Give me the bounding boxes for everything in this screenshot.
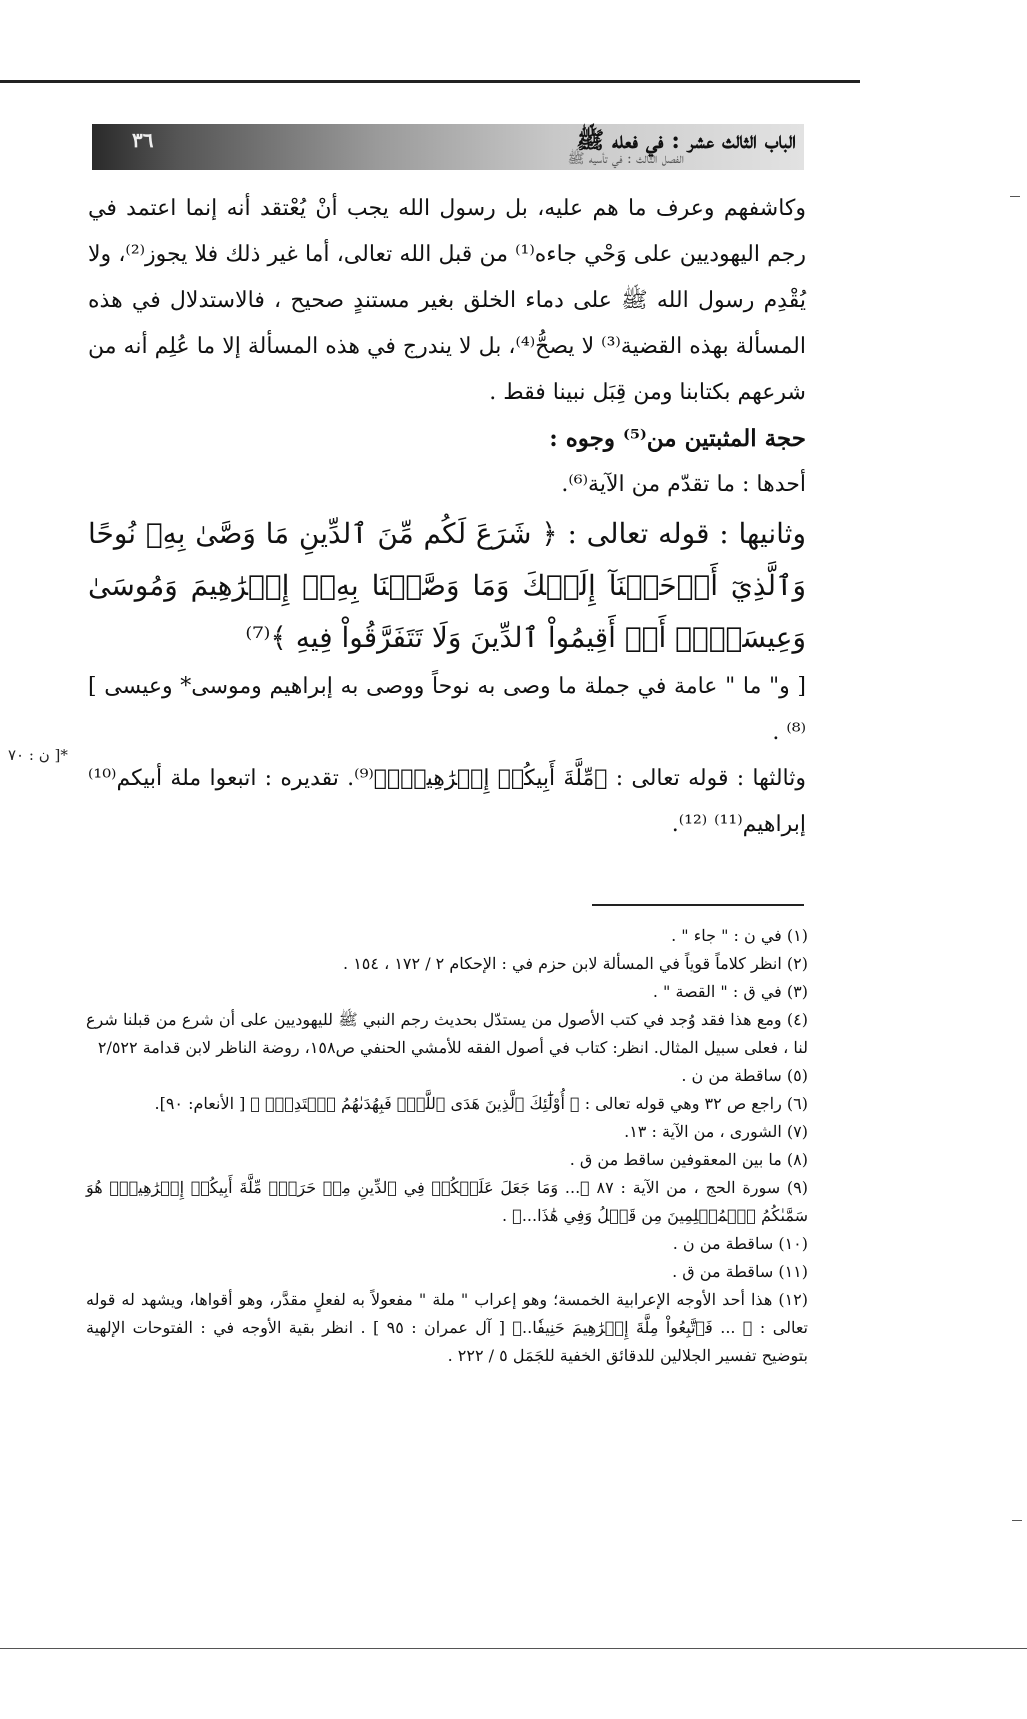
argument-second-verse: وثانيها : قوله تعالى : ﴿ شَرَعَ لَكُم مِّنَ ٱلدِّينِ مَا وَصَّىٰ بِهِۦ نُوحًا وَٱلَّذِيٓ أَوۡحَيۡنَآ إِلَيۡكَ وَمَا وَصَّيۡنَا بِهِۦٓ إِبۡرَٰهِيمَ وَمُوسَىٰ وَعِيسَىٰٓۖ أَنۡ أَقِيمُواْ ٱلدِّينَ وَلَا تَتَفَرَّقُواْ فِيهِ ﴾⁽⁷⁾ xyxy=(88,517,806,654)
footnote-separator xyxy=(592,904,804,906)
footnote: (٦) راجع ص ٣٢ وهي قوله تعالى : ﴿ أُوْلَٰٓئِكَ ٱلَّذِينَ هَدَى ٱللَّهُۖ فَبِهُدَىٰهُمُ ٱقۡتَدِهۡۗ ﴾ [ الأنعام: ٩٠]. xyxy=(154,1094,808,1113)
running-header xyxy=(92,124,804,170)
section-heading: حجة المثبتين من⁽⁵⁾ وجوه : xyxy=(549,425,806,452)
footnote: (٩) سورة الحج ، من الآية : ٨٧ ﴿... وَمَا جَعَلَ عَلَيۡكُمۡ فِي ٱلدِّينِ مِنۡ حَرَجٖۚ مِّلَّةَ أَبِيكُمۡ إِبۡرَٰهِيمَۚ هُوَ سَمَّىٰكُمُ ٱلۡمُسۡلِمِينَ مِن قَبۡلُ وَفِي هَٰذَا...﴾ . xyxy=(86,1178,808,1225)
page-number: ٣٦ xyxy=(132,128,154,152)
footnote: (١) في ن : " جاء " . xyxy=(671,926,808,945)
footnote: (٨) ما بين المعقوفين ساقط من ق . xyxy=(569,1150,808,1169)
footnote: (٤) ومع هذا فقد وُجد في كتب الأصول من يستدّل بحديث رجم النبي ﷺ لليهوديين على أن شرع من قبلنا شرع لنا ، فعلى سبيل المثال. انظر: كتاب في أصول الفقه للأمشي الحنفي ص١٥٨، روضة الناظر لابن قدامة ٢/٥٢٢ xyxy=(86,1010,808,1057)
paragraph-1: وكاشفهم وعرف ما هم عليه، بل رسول الله يجب أنْ يُعْتقد أنه إنما اعتمد في رجم اليهوديين على وَحْي جاءه⁽¹⁾ من قبل الله تعالى، أما غير ذلك فلا يجوز⁽²⁾، ولا يُقْدِم رسول الله ﷺ على دماء الخلق بغير مستندٍ صحيح ، فالاستدلال في هذه المسألة بهذه القضية⁽³⁾ لا يصحُّ⁽⁴⁾، بل لا يندرج في هذه المسألة إلا ما عُلِم أنه من شرعهم بكتابنا ومن قِبَل نبينا فقط . xyxy=(88,196,807,405)
bottom-rule xyxy=(0,1648,1027,1649)
section-subtitle: الفصل الثالث : في تأسيه ﷺ xyxy=(567,151,684,167)
scan-mark xyxy=(1012,1520,1022,1521)
footnote: (٣) في ق : " القصة " . xyxy=(652,982,808,1001)
footnote: (١١) ساقطة من ق . xyxy=(672,1262,808,1281)
footnote: (٧) الشورى ، من الآية : ١٣. xyxy=(624,1122,808,1141)
scan-mark xyxy=(1010,196,1020,197)
footnote: (٥) ساقطة من ن . xyxy=(681,1066,808,1085)
main-text xyxy=(88,186,806,848)
footnote: (٢) انظر كلاماً قوياً في المسألة لابن حزم في : الإحكام ٢ / ١٧٢ ، ١٥٤ . xyxy=(343,954,808,973)
chapter-title: الباب الثالث عشر : في فعله ﷺ xyxy=(576,127,796,154)
argument-first: أحدها : ما تقدّم من الآية⁽⁶⁾. xyxy=(561,472,806,497)
footnotes xyxy=(86,922,808,1370)
footnote: (١٠) ساقطة من ن . xyxy=(672,1234,808,1253)
argument-second-note: [ و" ما " عامة في جملة ما وصى به نوحاً ووصى به إبراهيم وموسى* وعيسى ]⁽⁸⁾ . xyxy=(88,674,806,745)
footnote: (١٢) هذا أحد الأوجه الإعرابية الخمسة؛ وهو إعراب " ملة " مفعولاً به لفعلٍ مقدَّر، وهو أقواها، ويشهد له قوله تعالى : ﴿ ... فَٱتَّبِعُواْ مِلَّةَ إِبۡرَٰهِيمَ حَنِيفٗا..﴾ [ آل عمران : ٩٥ ] . انظر بقية الأوجه في : الفتوحات الإلهية بتوضيح تفسير الجلالين للدقائق الخفية للجَمَل ٥ / ٢٢٢ . xyxy=(86,1290,809,1365)
argument-third: وثالثها : قوله تعالى : ﴿مِّلَّةَ أَبِيكُمۡ إِبۡرَٰهِيمَۚ﴾⁽⁹⁾. تقديره : اتبعوا ملة أبيكم⁽¹⁰⁾ إبراهيم⁽¹¹⁾ ⁽¹²⁾. xyxy=(88,766,807,837)
top-rule xyxy=(0,80,860,83)
margin-note: *[ ن : ٧٠ xyxy=(8,746,68,764)
